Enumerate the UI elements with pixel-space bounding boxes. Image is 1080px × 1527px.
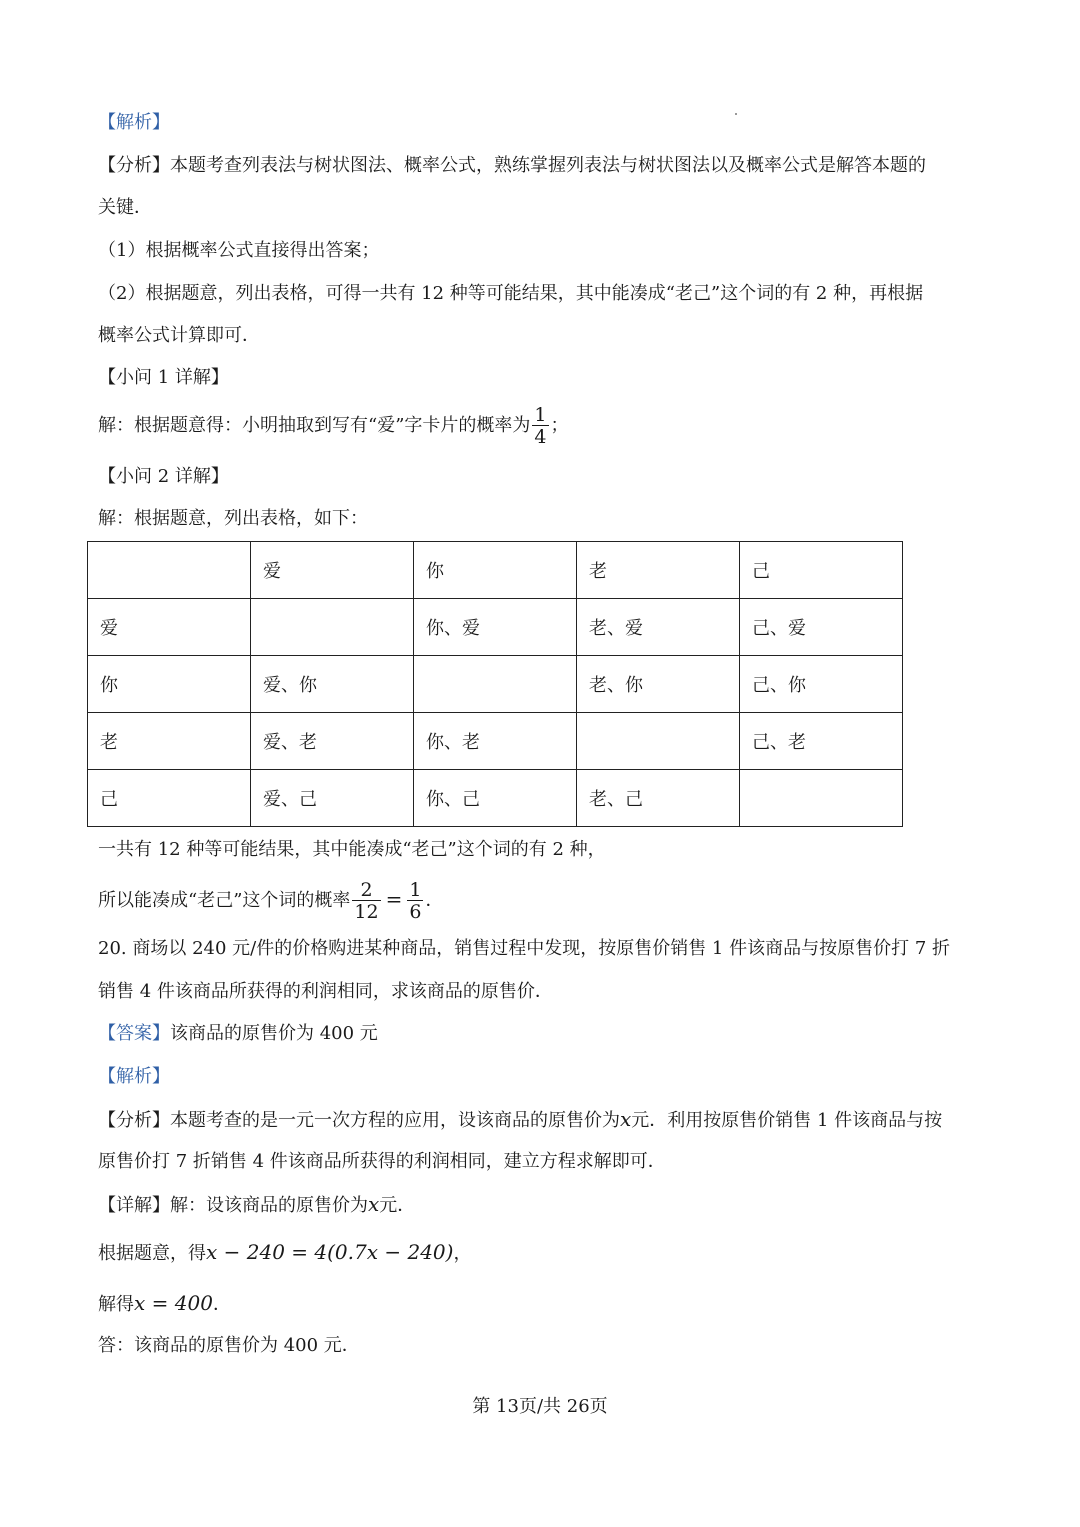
- solution-line: [98, 1291, 231, 1317]
- fraction-denominator: 6: [409, 900, 422, 923]
- table-row: [88, 713, 903, 770]
- probability-text: 所以能凑成“老己”这个词的概率: [98, 890, 351, 911]
- variable-x: x: [620, 1107, 632, 1131]
- analysis-tag: 【解析】: [98, 112, 170, 133]
- equation-line: [98, 1240, 471, 1266]
- analysis-2-text-b: 元．利用按原售价销售 1 件该商品与按: [631, 1110, 943, 1131]
- fraction-one-quarter: [532, 405, 548, 448]
- fraction-one-sixth: [407, 880, 423, 923]
- table-cell: 你: [88, 656, 251, 713]
- analysis-step-2-cont: 概率公式计算即可．: [98, 325, 260, 346]
- table-cell: 爱: [88, 599, 251, 656]
- question-20-line-2: 销售 4 件该商品所获得的利润相同，求该商品的原售价．: [98, 981, 553, 1002]
- detail-text-b: 元．: [379, 1195, 416, 1216]
- fraction-numerator: 1: [409, 878, 422, 901]
- fraction-denominator: 4: [534, 425, 547, 448]
- table-cell: 你、己: [414, 770, 577, 827]
- question-20-line-1: 20. 商场以 240 元/件的价格购进某种商品，销售过程中发现，按原售价销售 1 件该商品与按原售价打 7 折: [98, 938, 950, 959]
- analysis-line-1: 【分析】本题考查列表法与树状图法、概率公式，熟练掌握列表法与树状图法以及概率公式是解答本题的: [98, 155, 926, 176]
- table-cell: [88, 542, 251, 599]
- subquestion-2-heading: 【小问 2 详解】: [98, 466, 229, 487]
- analysis-2-line-2: 原售价打 7 折销售 4 件该商品所获得的利润相同，建立方程求解即可．: [98, 1151, 666, 1172]
- subquestion-1-heading: 【小问 1 详解】: [98, 367, 229, 388]
- equals-sign: =: [385, 887, 403, 911]
- variable-x: x: [368, 1192, 380, 1216]
- table-cell: 爱、你: [251, 656, 414, 713]
- solution-end: ．: [212, 1294, 231, 1315]
- equation-label: 根据题意，得: [98, 1243, 206, 1264]
- outcome-table: [87, 541, 903, 827]
- table-row: [88, 770, 903, 827]
- fraction-numerator: 2: [352, 880, 380, 901]
- table-cell: 己: [88, 770, 251, 827]
- table-cell: [251, 599, 414, 656]
- analysis-2-text-a: 【分析】本题考查的是一元一次方程的应用，设该商品的原售价为: [98, 1110, 620, 1131]
- answer-line: [98, 1022, 378, 1046]
- subquestion-1-answer: [98, 403, 569, 449]
- table-cell: 爱: [251, 542, 414, 599]
- table-cell: 你、爱: [414, 599, 577, 656]
- answer-1-text: 解：根据题意得：小明抽取到写有“爱”字卡片的概率为: [98, 415, 531, 436]
- equation: x − 240 = 4(0.7x − 240): [206, 1240, 454, 1264]
- table-cell: [414, 656, 577, 713]
- solution-label: 解得: [98, 1294, 134, 1315]
- table-cell: 老: [577, 542, 740, 599]
- probability-line: [98, 875, 443, 925]
- table-row: [88, 599, 903, 656]
- answer-tag: 【答案】: [98, 1023, 170, 1044]
- table-cell: 你: [414, 542, 577, 599]
- analysis-line-2: 关键．: [98, 197, 152, 218]
- solution-value: x = 400: [134, 1291, 213, 1315]
- table-cell: [740, 770, 903, 827]
- probability-end: ．: [425, 890, 444, 911]
- fraction-two-twelfths: [352, 880, 380, 923]
- analysis-tag-2: 【解析】: [98, 1066, 170, 1087]
- table-cell: 己: [740, 542, 903, 599]
- table-cell: [577, 713, 740, 770]
- fraction-numerator: 1: [534, 403, 547, 426]
- fraction-denominator: 12: [354, 900, 379, 923]
- final-answer: 答：该商品的原售价为 400 元．: [98, 1335, 360, 1356]
- table-cell: 己、老: [740, 713, 903, 770]
- table-cell: 老、你: [577, 656, 740, 713]
- page-footer: 第 13页/共 26页: [472, 1396, 608, 1417]
- table-header-row: [88, 542, 903, 599]
- table-cell: 爱、己: [251, 770, 414, 827]
- scan-speck: [735, 113, 737, 115]
- answer-1-end: ；: [550, 415, 569, 436]
- outcome-table-body: [88, 542, 903, 827]
- table-cell: 己、你: [740, 656, 903, 713]
- answer-text: 该商品的原售价为 400 元: [170, 1023, 378, 1044]
- table-row: [88, 656, 903, 713]
- table-cell: 己、爱: [740, 599, 903, 656]
- table-cell: 你、老: [414, 713, 577, 770]
- outcome-summary: 一共有 12 种等可能结果，其中能凑成“老己”这个词的有 2 种，: [98, 839, 606, 860]
- equation-end: ，: [453, 1243, 472, 1264]
- table-cell: 老、爱: [577, 599, 740, 656]
- analysis-2-line-1: [98, 1107, 942, 1133]
- subquestion-2-intro: 解：根据题意，列出表格，如下：: [98, 508, 368, 529]
- table-cell: 爱、老: [251, 713, 414, 770]
- table-cell: 老、己: [577, 770, 740, 827]
- analysis-step-1: （1）根据概率公式直接得出答案；: [98, 240, 380, 261]
- analysis-step-2: （2）根据题意，列出表格，可得一共有 12 种等可能结果，其中能凑成“老己”这个词的有 2 种，再根据: [98, 283, 924, 304]
- detail-text-a: 【详解】解：设该商品的原售价为: [98, 1195, 368, 1216]
- detail-line: [98, 1192, 415, 1218]
- table-cell: 老: [88, 713, 251, 770]
